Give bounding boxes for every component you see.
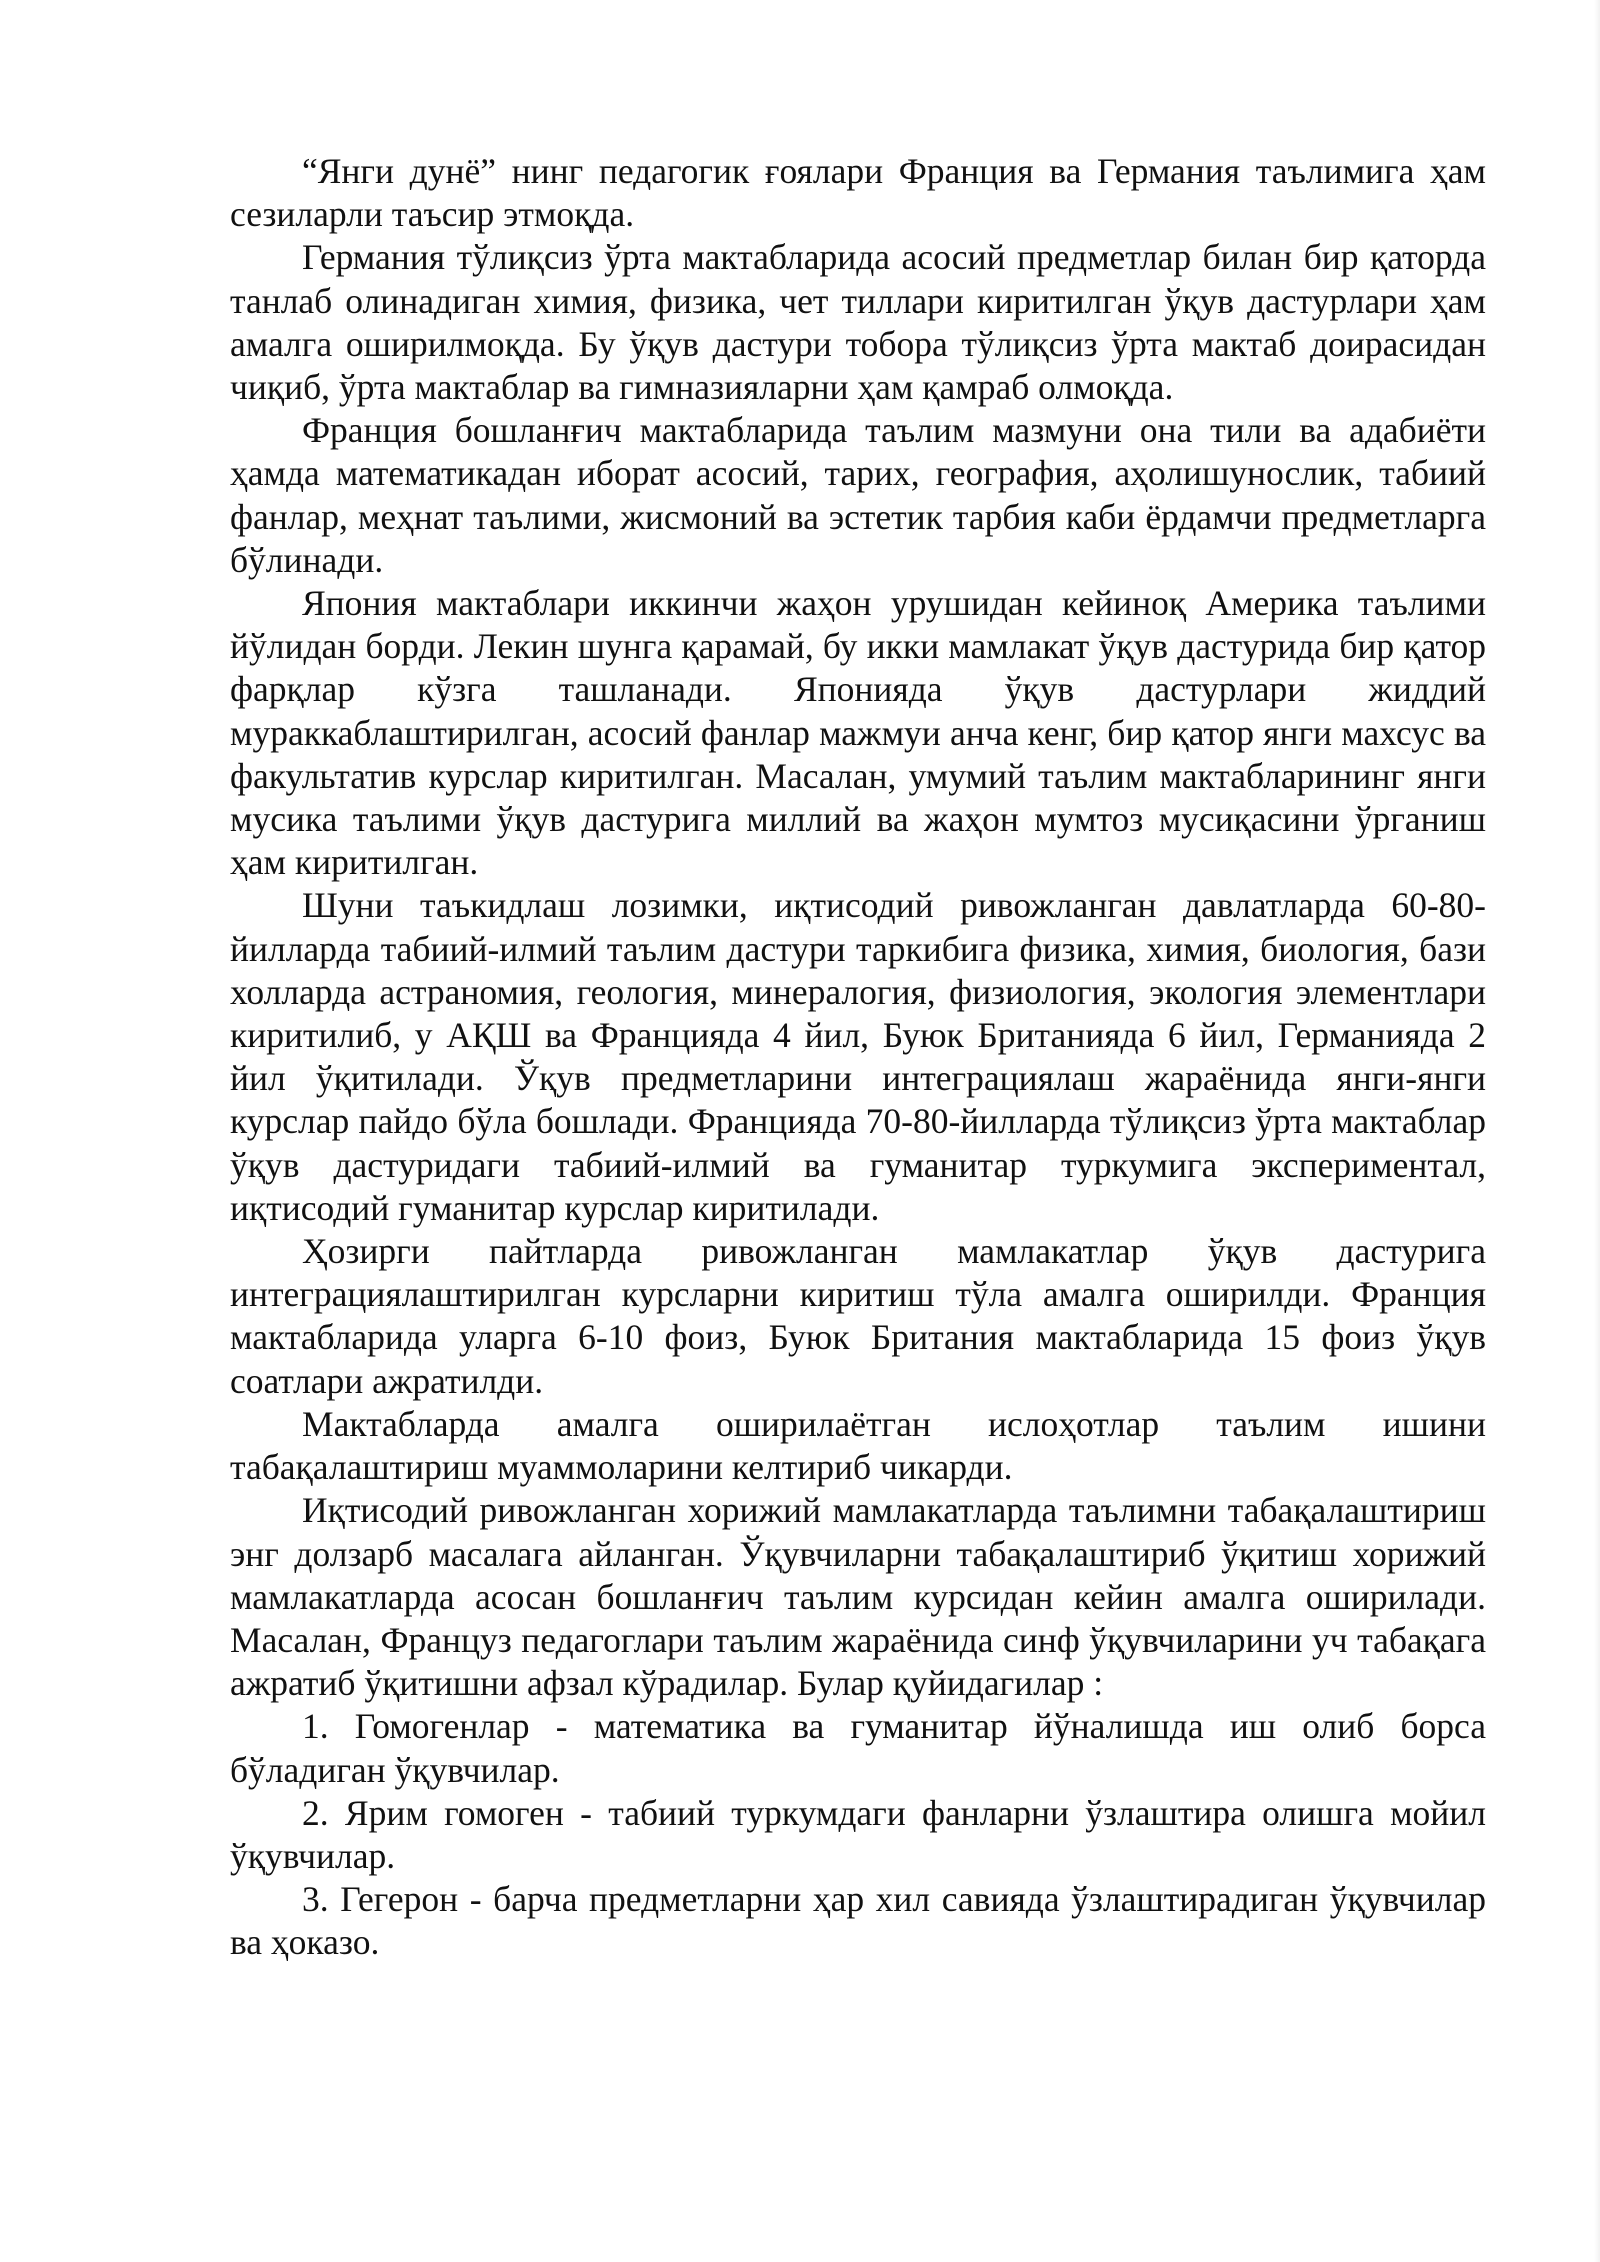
document-body: [230, 150, 1486, 1965]
paragraph-france-primary: Франция бошланғич мактабларида таълим мазмуни она тили ва адабиёти ҳамда математикадан иборат асосий, тарих, география, аҳолишунослик, табиий фанлар, меҳнат таълими, жисмоний ва эстетик тарбия каби ёрдамчи предметларга бўлинади.: [230, 410, 1486, 580]
paragraph-reforms: Мактабларда амалга оширилаётган ислоҳотлар таълим ишини табақалаштириш муаммоларини келтириб чикарди.: [230, 1403, 1486, 1488]
paragraph-japan-schools: Япония мактаблари иккинчи жаҳон урушидан кейиноқ Америка таълими йўлидан борди. Лекин шунга қарамай, бу икки мамлакат ўқув дастурида бир қатор фарқлар кўзга ташланади. Японияда ўқув дастурлари жиддий мураккаблаштирилган, асосий фанлар мажмуи анча кенг, бир қатор янги махсус ва факультатив курслар киритилган. Масалан, умумий таълим мактабларининг янги мусика таълими ўқув дастурига миллий ва жаҳон мумтоз мусиқасини ўрганиш ҳам киритилган.: [230, 583, 1486, 883]
list-item-semi-homogeneous: 2. Ярим гомоген - табиий туркумдаги фанларни ўзлаштира олишга мойил ўқувчилар.: [230, 1792, 1486, 1876]
paragraph-differentiation: Иқтисодий ривожланган хорижий мамлакатларда таълимни табақалаштириш энг долзарб масалага айланган. Ўқувчиларни табақалаштириб ўқитиш хорижий мамлакатларда асосан бошланғич таълим курсидан кейин амалга оширилади. Масалан, Француз педагоглари таълим жараёнида синф ўқувчиларини уч табақага ажратиб ўқитишни афзал кўрадилар. Булар қуйидагилар :: [230, 1490, 1486, 1704]
paragraph-integrated-courses: Ҳозирги пайтларда ривожланган мамлакатлар ўқув дастурига интеграциялаштирилган курсларни киритиш тўла амалга оширилди. Франция мактабларида уларга 6-10 фоиз, Буюк Британия мактабларида 15 фоиз ўқув соатлари ажратилди.: [230, 1231, 1486, 1401]
paragraph-natural-science-curriculum: Шуни таъкидлаш лозимки, иқтисодий ривожланган давлатларда 60-80-йилларда табиий-илмий таълим дастури таркибига физика, химия, биология, бази холларда астраномия, геология, минералогия, физиология, экология элементлари киритилиб, у АҚШ ва Францияда 4 йил, Буюк Британияда 6 йил, Германияда 2 йил ўқитилади. Ўқув предметларини интеграциялаш жараёнида янги-янги курслар пайдо бўла бошлади. Францияда 70-80-йилларда тўлиқсиз ўрта мактаблар ўқув дастуридаги табиий-илмий ва гуманитар туркумига экспериментал, иқтисодий гуманитар курслар киритилади.: [230, 885, 1486, 1228]
list-item-heterogeneous: 3. Гегерон - барча предметларни ҳар хил савияда ўзлаштирадиган ўқувчилар ва ҳоказо.: [230, 1879, 1486, 1963]
list-item-homogeneous: 1. Гомогенлар - математика ва гуманитар йўналишда иш олиб борса бўладиган ўқувчилар.: [230, 1706, 1486, 1790]
paragraph-new-world-ideas: “Янги дунё” нинг педагогик ғоялари Франция ва Германия таълимига ҳам сезиларли таъсир этмоқда.: [230, 151, 1486, 235]
page-edge-shadow: [1594, 0, 1600, 2262]
paragraph-germany-schools: Германия тўлиқсиз ўрта мактабларида асосий предметлар билан бир қаторда танлаб олинадиган химия, физика, чет тиллари киритилган ўқув дастурлари ҳам амалга оширилмоқда. Бу ўқув дастури тобора тўлиқсиз ўрта мактаб доирасидан чиқиб, ўрта мактаблар ва гимназияларни ҳам қамраб олмоқда.: [230, 237, 1486, 408]
